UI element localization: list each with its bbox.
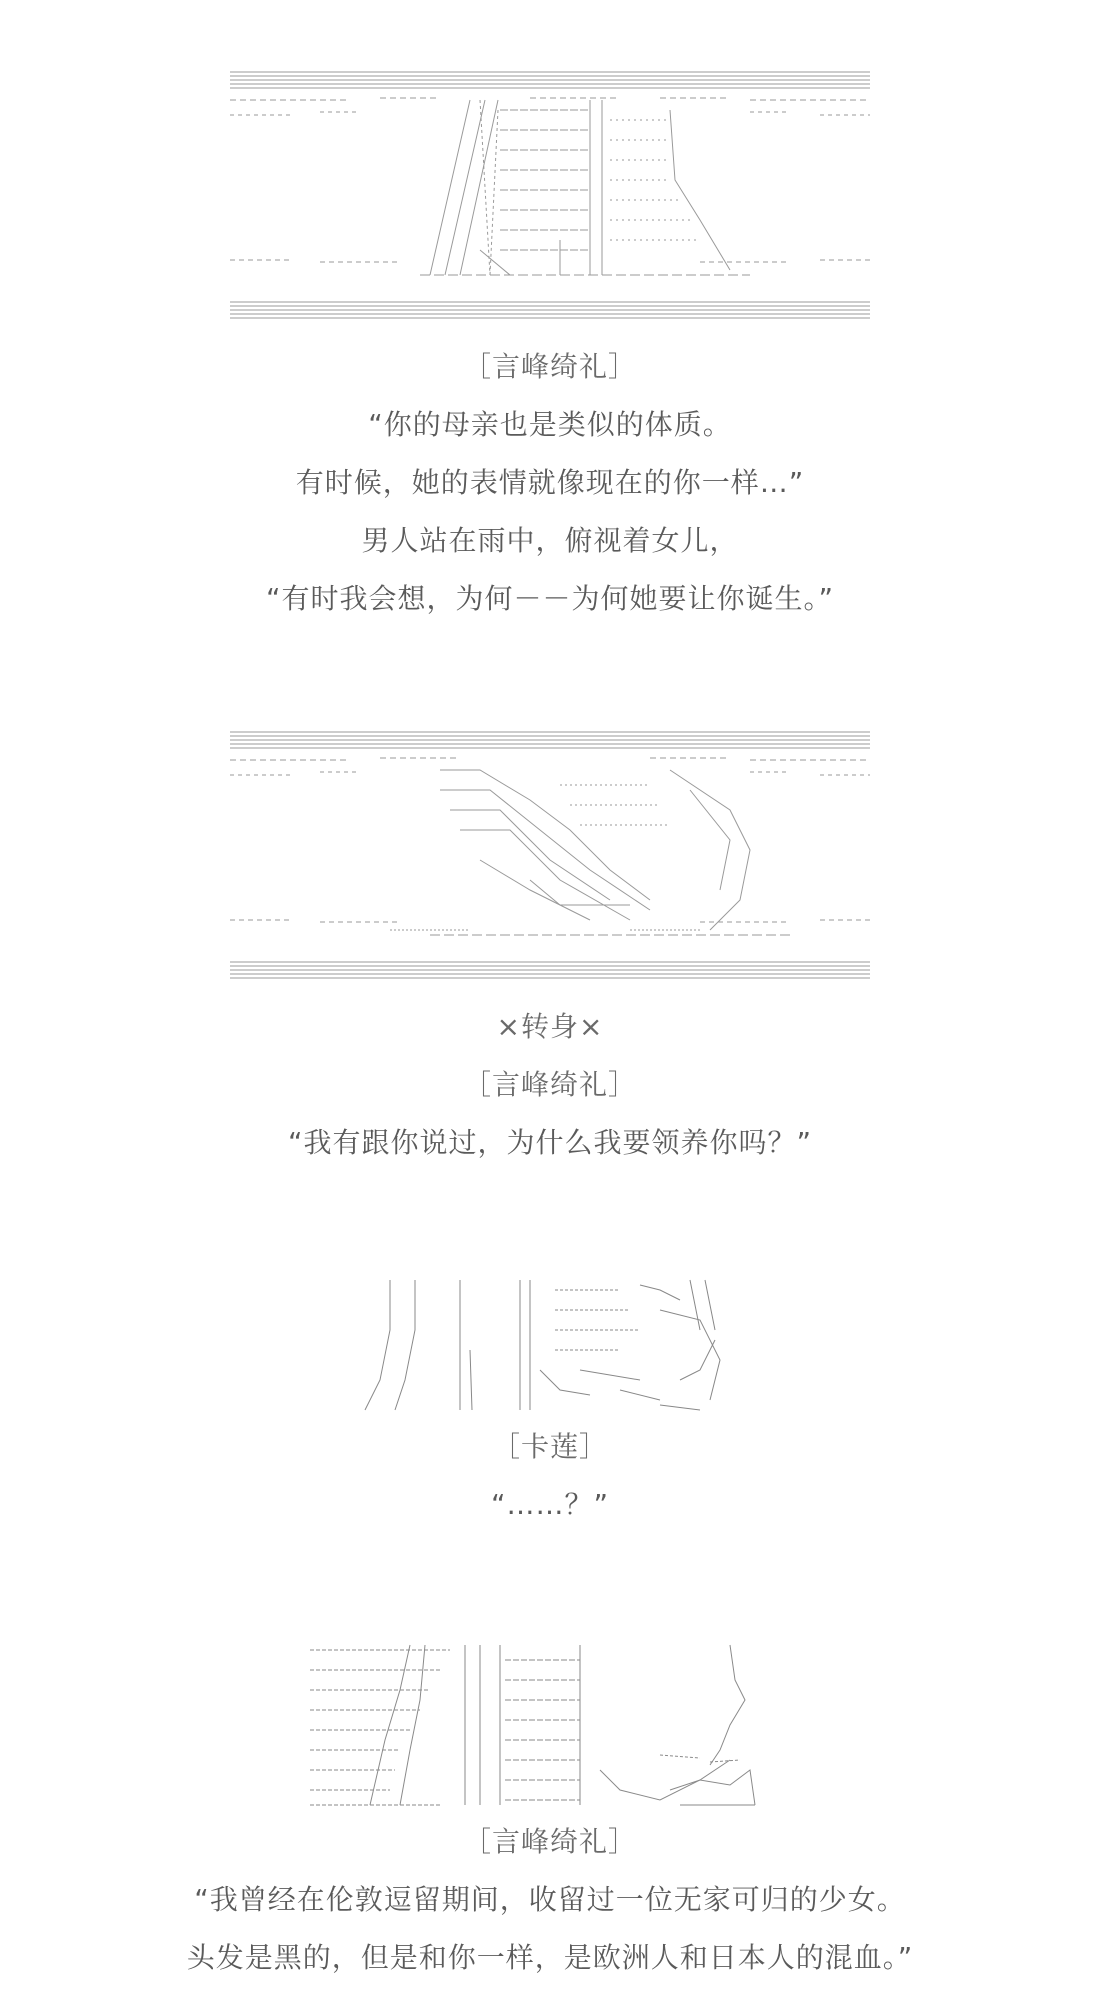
ascii-art-panel-4	[300, 1640, 800, 1815]
speaker-label: ［言峰绮礼］	[462, 350, 637, 383]
dialogue-line: “有时我会想，为何－－为何她要让你诞生。”	[265, 582, 834, 615]
dialogue-line: “我曾经在伦敦逗留期间，收留过一位无家可归的少女。	[194, 1883, 906, 1916]
dialogue-line: “我有跟你说过，为什么我要领养你吗？”	[287, 1126, 812, 1159]
speaker-label: ［言峰绮礼］	[462, 1825, 637, 1858]
dialogue-line: 头发是黑的，但是和你一样，是欧洲人和日本人的混血。”	[186, 1941, 914, 1974]
ascii-art-panel-3	[360, 1270, 740, 1420]
stage-direction: ×转身×	[496, 1010, 604, 1043]
dialogue-line: “你的母亲也是类似的体质。	[368, 408, 732, 441]
ascii-art-panel-2	[230, 730, 870, 980]
ascii-art-panel-1	[230, 70, 870, 320]
dialogue-line: 有时候，她的表情就像现在的你一样…”	[295, 466, 805, 499]
speaker-label: ［卡莲］	[491, 1430, 608, 1463]
dialogue-line: “……？”	[490, 1488, 609, 1521]
speaker-label: ［言峰绮礼］	[462, 1068, 637, 1101]
narration-line: 男人站在雨中，俯视着女儿，	[361, 524, 739, 557]
